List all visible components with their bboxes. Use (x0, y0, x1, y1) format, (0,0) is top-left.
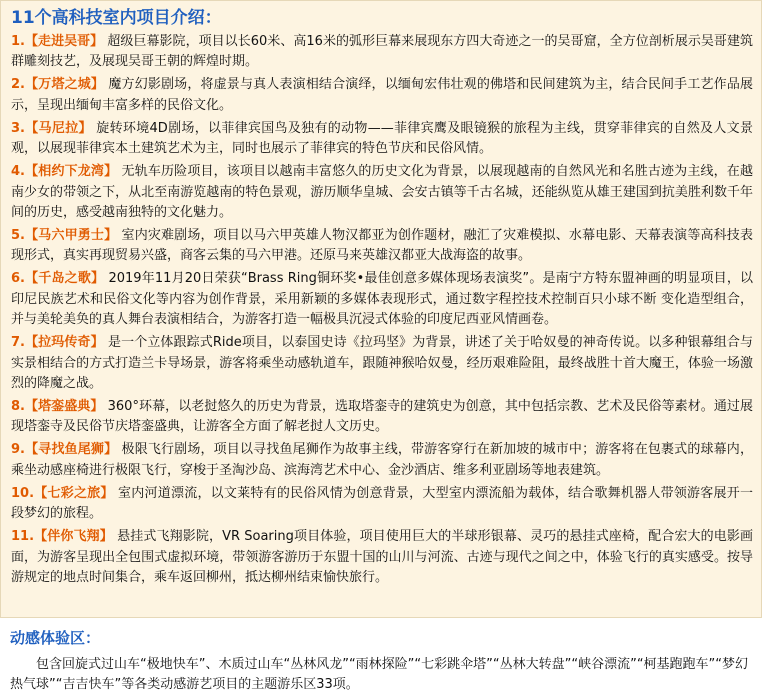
item-name: 【拉玛传奇】 (24, 335, 104, 351)
list-item (11, 32, 753, 73)
page-title: 11个高科技室内项目介绍： (11, 8, 222, 28)
item-name: 【马尼拉】 (24, 120, 92, 136)
item-name: 【七彩之旅】 (34, 485, 114, 501)
item-name: 【千岛之歌】 (24, 271, 105, 287)
list-item (11, 75, 753, 116)
item-description: 悬挂式飞翔影院，VR Soaring项目体验，项目使用巨大的半球形银幕、灵巧的悬挂式座椅，配合宏大的电影画面，为游客呈现出全包围式虚拟环境，带领游客游历于东盟十国的山川与河流、古迹与现代之间之中，体验飞行的真实感受。按导游规定的地点时间集合，乘车返回柳州，抵达柳州结束愉快旅行。 (11, 529, 753, 586)
item-name: 【万塔之城】 (24, 77, 105, 93)
item-number: 6. (11, 271, 25, 287)
item-name: 【塔銮盛典】 (24, 399, 104, 415)
item-name: 【寻找鱼尾狮】 (24, 442, 118, 458)
list-item (11, 119, 753, 160)
project-list (11, 32, 753, 591)
item-number: 11. (11, 529, 35, 545)
list-item (11, 527, 753, 588)
item-description: 无轨车历险项目，该项目以越南丰富悠久的历史文化为背景，以展现越南的自然风光和名胜古迹为主线，在越南少女的带领之下，从北至南游览越南的特色景观，游历顺华皇城、会安古镇等千古名城，还能纵览从雄王建国到抗美胜利数千年间的历史，感受越南独特的文化魅力。 (11, 164, 753, 221)
item-description: 室内灾难剧场，项目以马六甲英雄人物汉都亚为创作题材，融汇了灾难模拟、水幕电影、天幕表演等高科技表现形式，真实再现贸易兴盛，商客云集的马六甲港。还原马来英雄汉都亚大战海盗的故事。 (11, 228, 753, 264)
list-item (11, 333, 753, 394)
list-item (11, 484, 753, 525)
section-title: 动感体验区： (10, 629, 101, 647)
item-name: 【伴你飞翔】 (34, 529, 113, 545)
list-item (11, 226, 753, 267)
item-number: 8. (11, 399, 25, 415)
section-text: 包含回旋式过山车“极地快车”、木质过山车“丛林风龙”“雨林探险”“七彩跳伞塔”“丛林大转盘”“峡谷漂流”“柯基跑跑车”“梦幻热气球”“吉吉快车”等各类动感游艺项目的主题游乐区33项。 (10, 657, 749, 692)
item-description: 魔方幻影剧场，将虚景与真人表演相结合演绎，以缅甸宏伟壮观的佛塔和民间建筑为主，结合民间手工艺作品展示，呈现出缅甸丰富多样的民俗文化。 (11, 77, 753, 113)
list-item (11, 440, 753, 481)
item-number: 3. (11, 120, 25, 136)
item-description: 超级巨幕影院，项目以长60米、高16米的弧形巨幕来展现东方四大奇迹之一的吴哥窟，全方位剖析展示吴哥建筑群雕刻技艺，及展现吴哥王朝的辉煌时期。 (11, 34, 753, 70)
item-name: 【马六甲勇士】 (24, 228, 118, 244)
item-description: 极限飞行剧场，项目以寻找鱼尾狮作为故事主线，带游客穿行在新加坡的城市中；游客将在包裹式的球幕内，乘坐动感座椅进行极限飞行，穿梭于圣淘沙岛、滨海湾艺术中心、金沙酒店、维多利亚剧场等地表建筑。 (11, 442, 753, 478)
item-description: 2019年11月20日荣获“Brass Ring铜环奖•最佳创意多媒体现场表演奖”。是南宁方特东盟神画的明显项目，以印尼民族艺术和民俗文化等内容为创作背景，采用新颖的多媒体表现形式，通过数字程控技术控制百只小球不断 变化造型组合，并与美轮美奂的真人舞台表演相结合，为游客打造一幅极具沉浸式体验的印度尼西亚风情画卷。 (11, 271, 753, 328)
list-item (11, 397, 753, 438)
item-description: 旋转环境4D剧场，以菲律宾国鸟及独有的动物——菲律宾鹰及眼镜猴的旅程为主线，贯穿菲律宾的自然及人文景观，以展现菲律宾本土建筑艺术为主，同时也展示了菲律宾的特色节庆和民俗风情。 (11, 120, 753, 157)
item-description: 室内河道漂流，以文莱特有的民俗风情为创意背景，大型室内漂流船为载体，结合歌舞机器人带领游客展开一段梦幻的旅程。 (11, 485, 753, 522)
item-description: 是一个立体跟踪式Ride项目，以泰国史诗《拉玛坚》为背景，讲述了关于哈奴曼的神奇传说。以多种银幕组合与实景相结合的方式打造兰卡导场景，游客将乘坐动感轨道车，跟随神猴哈奴曼，经历艰难险阻，最终战胜十首大魔王，体验一场激烈的降魔之战。 (11, 335, 753, 392)
item-number: 4. (11, 164, 25, 180)
item-number: 9. (11, 442, 25, 458)
list-item (11, 269, 753, 330)
item-number: 2. (11, 77, 25, 93)
item-name: 【走进吴哥】 (24, 34, 104, 49)
item-description: 360°环幕，以老挝悠久的历史为背景，选取塔銮寺的建筑史为创意，其中包括宗教、艺术及民俗等素材。通过展现塔銮寺及民俗节庆塔銮盛典，让游客全方面了解老挝人文历史。 (11, 399, 753, 435)
item-number: 7. (11, 335, 25, 351)
list-item (11, 162, 753, 223)
item-name: 【相约下龙湾】 (24, 164, 118, 180)
item-number: 10. (11, 485, 35, 501)
item-number: 1. (11, 34, 25, 49)
item-number: 5. (11, 228, 25, 244)
